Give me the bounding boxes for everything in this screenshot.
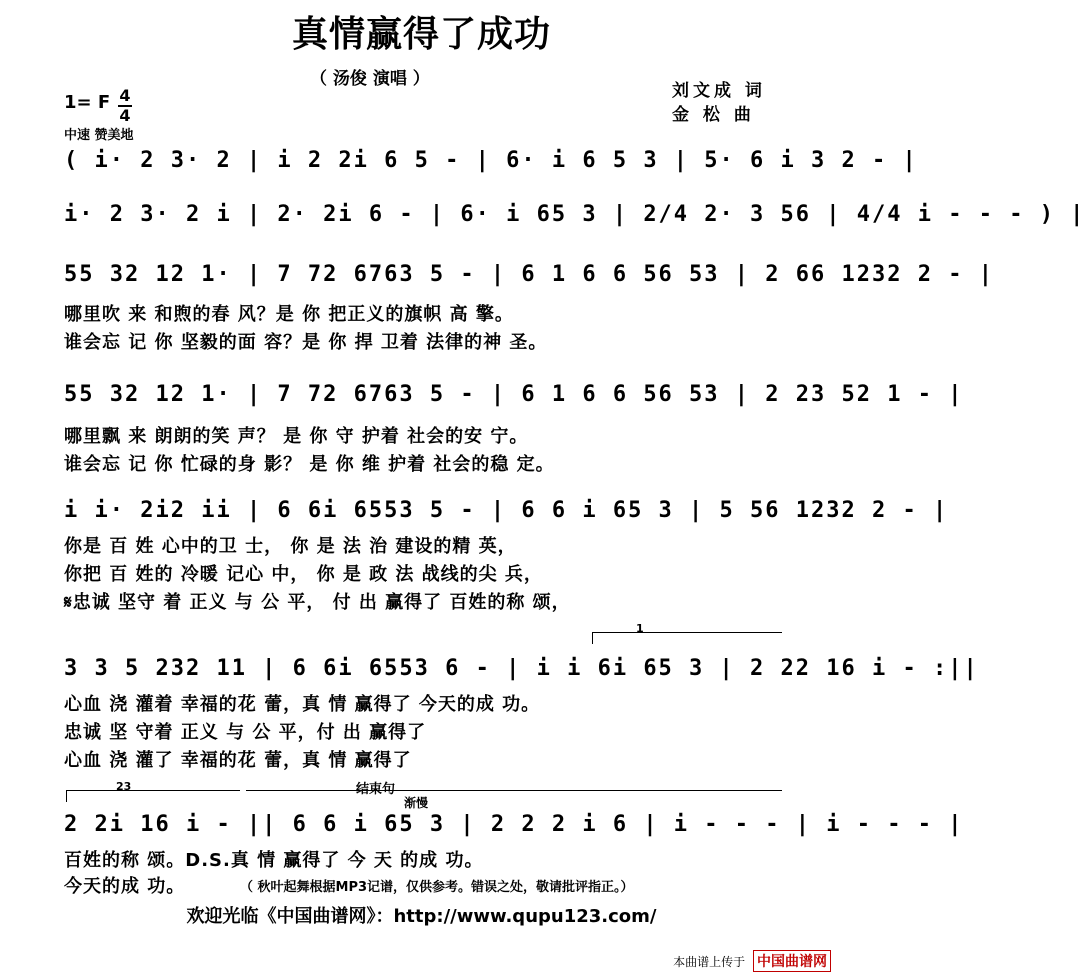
lyric-line: 谁会忘 记 你 忙碌的身 影？ 是 你 维 护着 社会的稳 定。 [64, 454, 555, 475]
upload-text: 本曲谱上传于 [673, 955, 746, 969]
volta-bracket-end [66, 790, 67, 802]
website-footer: 欢迎光临《中国曲谱网》：http://www.qupu123.com/ [186, 906, 657, 927]
lyric-line: 心血 浇 灌了 幸福的花 蕾，真 情 赢得了 [64, 750, 412, 771]
notation-row-6: 3 3 5 232 11 | 6 6i 6553 6 - | i i 6i 65 3 | 2 22 16 i - :|| [64, 656, 979, 681]
volta-bracket [592, 632, 782, 633]
lyric-line: 今天的成 功。 [64, 876, 186, 897]
notation-row-7: 2 2i 16 i - || 6 6 i 65 3 | 2 2 2 i 6 | i - - - | i - - - | [64, 812, 964, 837]
song-title: 真情赢得了成功 [291, 14, 551, 55]
notation-row-5: i i· 2i2 ii | 6 6i 6553 5 - | 6 6 i 65 3 | 5 56 1232 2 - | [64, 498, 949, 523]
ending-bracket [246, 790, 782, 791]
lyric-line: 哪里吹 来 和煦的春 风？是 你 把正义的旗帜 高 擎。 [64, 304, 514, 325]
lyric-line: 哪里飘 来 朗朗的笑 声？ 是 你 守 护着 社会的安 宁。 [64, 426, 529, 447]
lyric-line: 谁会忘 记 你 坚毅的面 容？是 你 捍 卫着 法律的神 圣。 [64, 332, 548, 353]
notation-row-1: ( i· 2 3· 2 | i 2 2i 6 5 - | 6· i 6 5 3 | 5· 6 i 3 2 - | [64, 148, 918, 173]
lyric-line: 你是 百 姓 心中的卫 士， 你 是 法 治 建设的精 英， [64, 536, 517, 557]
singer-credit: （ 汤俊 演唱 ） [310, 69, 430, 89]
lyric-line: 心血 浇 灌着 幸福的花 蕾，真 情 赢得了 今天的成 功。 [64, 694, 541, 715]
lyric-line: 百姓的称 颂。D.S.真 情 赢得了 今 天 的成 功。 [64, 850, 484, 871]
transcription-note: （ 秋叶起舞根据MP3记谱，仅供参考。错误之处，敬请批评指正。） [240, 880, 634, 895]
volta-bracket [66, 790, 240, 791]
volta-number: 23 [116, 780, 132, 793]
notation-row-3: 55 32 12 1· | 7 72 6763 5 - | 6 1 6 6 56 53 | 2 66 1232 2 - | [64, 262, 994, 287]
lyric-line: 𝄋忠诚 坚守 着 正义 与 公 平， 付 出 赢得了 百姓的称 颂， [64, 592, 571, 613]
upload-credit [673, 950, 831, 972]
lyric-line: 忠诚 坚 守着 正义 与 公 平，付 出 赢得了 [64, 722, 427, 743]
site-logo: 中国曲谱网 [753, 950, 831, 972]
volta-bracket-end [592, 632, 593, 644]
volta-number: 1 [636, 622, 644, 635]
lyric-line: 你把 百 姓的 冷暖 记心 中， 你 是 政 法 战线的尖 兵， [64, 564, 543, 585]
notation-row-2: i· 2 3· 2 i | 2· 2i 6 - | 6· i 65 3 | 2/4 2· 3 56 | 4/4 i - - - ) | [64, 202, 1085, 227]
key-signature: 1= F [64, 92, 111, 113]
notation-row-4: 55 32 12 1· | 7 72 6763 5 - | 6 1 6 6 56 53 | 2 23 52 1 - | [64, 382, 964, 407]
ending-label: 结束句 [356, 782, 396, 797]
time-signature [118, 88, 132, 124]
tempo-marking: 中速 赞美地 [64, 128, 134, 143]
time-top: 4 [119, 86, 131, 105]
time-bottom: 4 [119, 106, 131, 125]
lyricist-credit: 刘文成 词 [672, 81, 766, 101]
ritard-marking: 渐慢 [404, 796, 429, 810]
composer-credit: 金 松 曲 [672, 105, 755, 125]
